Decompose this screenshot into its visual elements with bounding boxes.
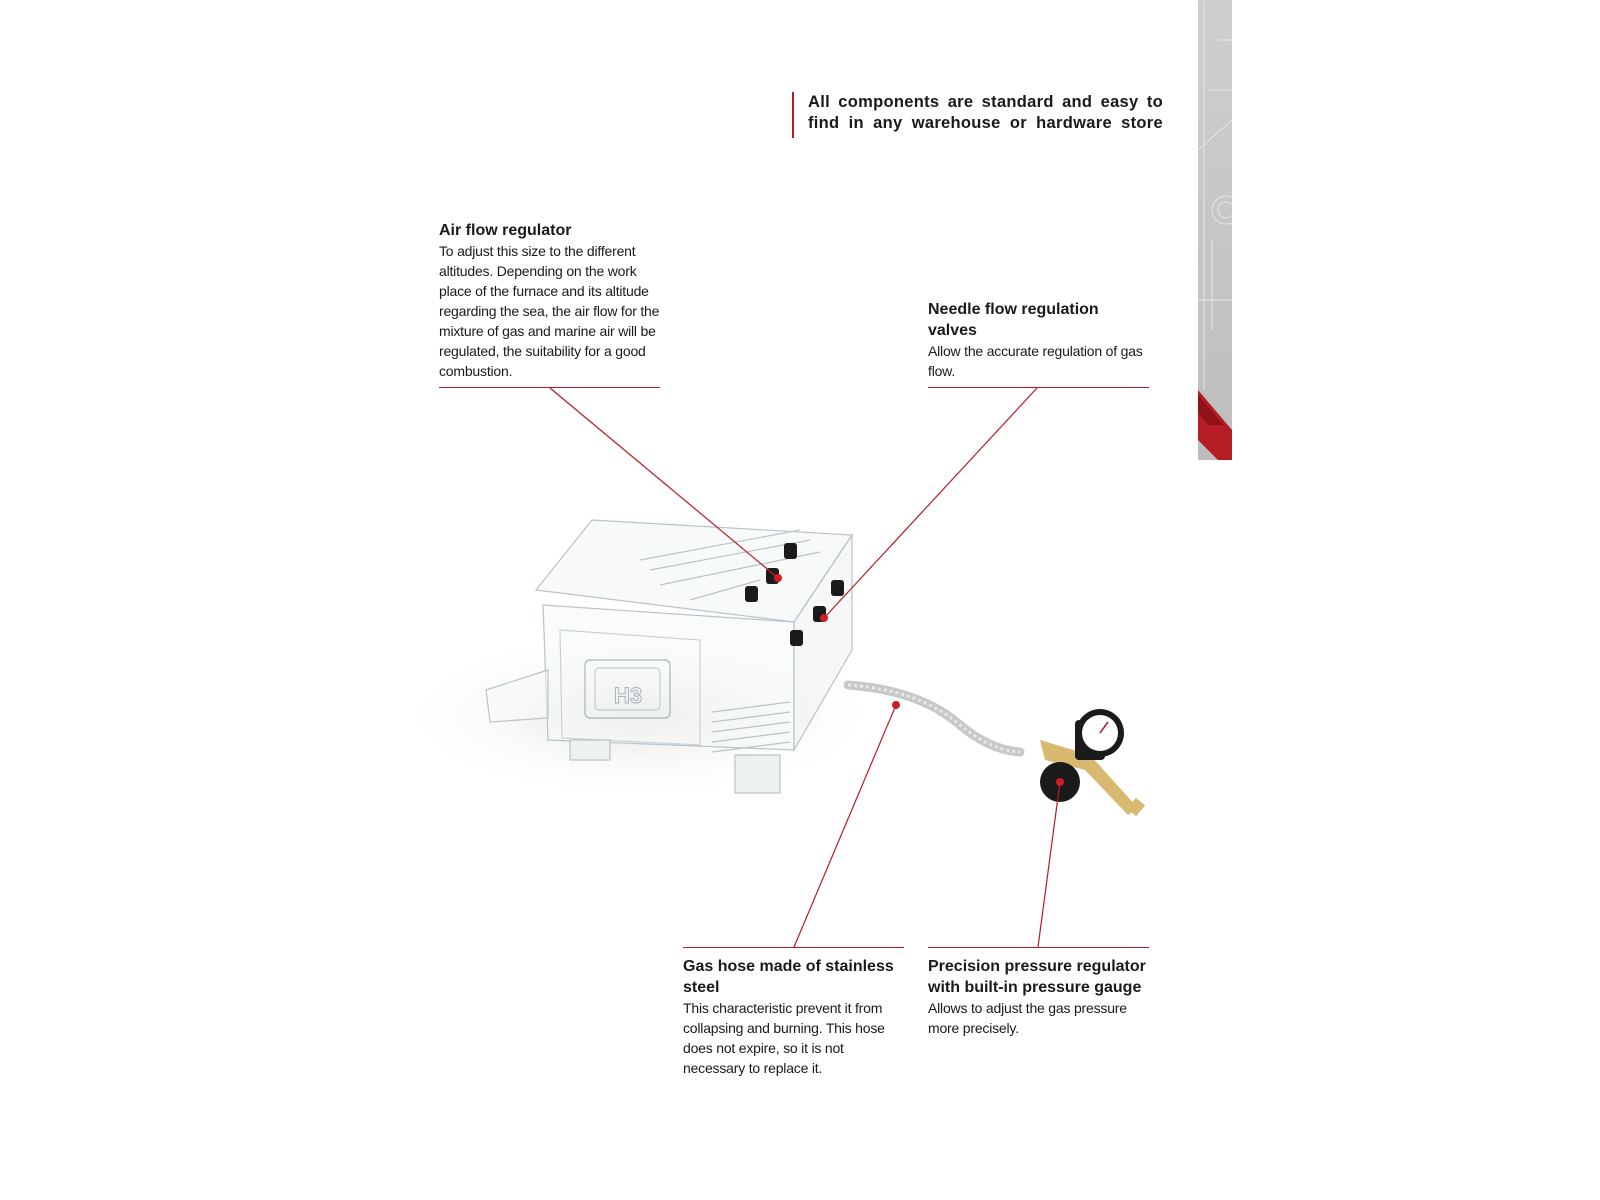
air-flow-title: Air flow regulator [439, 222, 572, 239]
gas-hose-title: Gas hose made of stainless steel [683, 958, 894, 996]
intro-line-1: All components are standard and easy to [808, 93, 1163, 111]
regulator-title: Precision pressure regulator with built-in pressure gauge [928, 958, 1146, 996]
intro-line-2: find in any warehouse or hardware store [808, 114, 1163, 132]
gas-hose-body: This characteristic prevent it from collapsing and burning. This hose does not expire, so it is not necessary to replace it. [683, 1000, 885, 1076]
needle-title: Needle flow regulation valves [928, 301, 1099, 339]
regulator-body: Allows to adjust the gas pressure more precisely. [928, 1000, 1127, 1036]
pressure-regulator [1040, 709, 1145, 816]
air-flow-body: To adjust this size to the different altitudes. Depending on the work place of the furnace and its altitude regarding the sea, the air flow for the mixture of gas and marine air will be regulated, the suitability for a good combustion. [439, 243, 660, 379]
product-logo: H3 [613, 683, 643, 708]
needle-body: Allow the accurate regulation of gas flow. [928, 343, 1143, 379]
